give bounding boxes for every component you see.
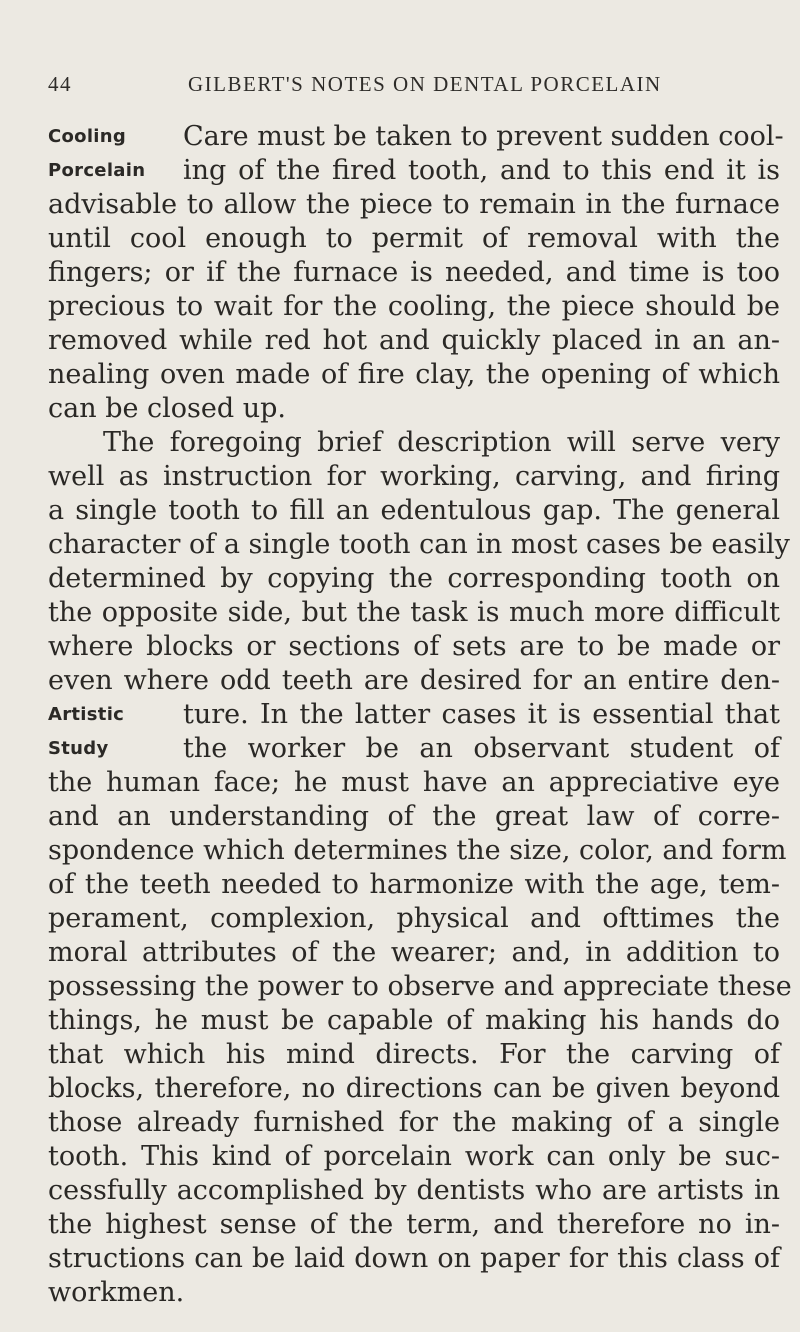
text-line: structions can be laid down on paper for this class of xyxy=(48,1243,780,1274)
text-line: where blocks or sections of sets are to be made or xyxy=(48,631,780,662)
running-title: GILBERT'S NOTES ON DENTAL PORCELAIN xyxy=(188,72,662,96)
text-line: of the teeth needed to harmonize with the age, tem- xyxy=(48,869,780,900)
sidenote-porcelain: Porcelain xyxy=(48,160,146,181)
page-number: 44 xyxy=(48,72,72,96)
text-line: things, he must be capable of making his hands do xyxy=(48,1005,780,1036)
text-line: cessfully accomplished by dentists who are artists in xyxy=(48,1175,780,1206)
text-line: ing of the fired tooth, and to this end it is xyxy=(183,155,780,186)
text-line: ture. In the latter cases it is essential that xyxy=(183,699,780,730)
text-line: well as instruction for working, carving, and firing xyxy=(48,461,780,492)
text-line: precious to wait for the cooling, the piece should be xyxy=(48,291,780,322)
text-line: blocks, therefore, no directions can be given beyond xyxy=(48,1073,780,1104)
text-line: a single tooth to fill an edentulous gap. The general xyxy=(48,495,780,526)
running-head xyxy=(48,64,778,104)
text-line: tooth. This kind of porcelain work can only be suc- xyxy=(48,1141,780,1172)
text-line: until cool enough to permit of removal with the xyxy=(48,223,780,254)
text-line: determined by copying the corresponding tooth on xyxy=(48,563,780,594)
text-line: even where odd teeth are desired for an entire den- xyxy=(48,665,780,696)
sidenote-study: Study xyxy=(48,738,109,759)
text-line: the worker be an observant student of xyxy=(183,733,780,764)
text-line: fingers; or if the furnace is needed, and time is too xyxy=(48,257,780,288)
text-line: and an understanding of the great law of corre- xyxy=(48,801,780,832)
text-line: workmen. xyxy=(48,1277,185,1308)
text-line: advisable to allow the piece to remain in the furnace xyxy=(48,189,780,220)
text-line: that which his mind directs. For the carving of xyxy=(48,1039,780,1070)
text-line: Care must be taken to prevent sudden cool- xyxy=(183,121,784,152)
text-line: can be closed up. xyxy=(48,393,287,424)
text-line: those already furnished for the making of a single xyxy=(48,1107,780,1138)
text-line: perament, complexion, physical and ofttimes the xyxy=(48,903,780,934)
text-line: the opposite side, but the task is much more difficult xyxy=(48,597,780,628)
sidenote-artistic: Artistic xyxy=(48,704,125,725)
text-line: the highest sense of the term, and therefore no in- xyxy=(48,1209,780,1240)
text-line: The foregoing brief description will serve very xyxy=(103,427,780,458)
text-line: spondence which determines the size, color, and form xyxy=(48,835,787,866)
text-line: possessing the power to observe and appreciate these xyxy=(48,971,792,1002)
text-line: removed while red hot and quickly placed in an an- xyxy=(48,325,780,356)
body-text xyxy=(48,120,792,1310)
sidenote-cooling: Cooling xyxy=(48,126,127,147)
text-line: nealing oven made of fire clay, the opening of which xyxy=(48,359,780,390)
text-line: character of a single tooth can in most cases be easily xyxy=(48,529,790,560)
text-line: the human face; he must have an appreciative eye xyxy=(48,767,780,798)
text-line: moral attributes of the wearer; and, in addition to xyxy=(48,937,780,968)
